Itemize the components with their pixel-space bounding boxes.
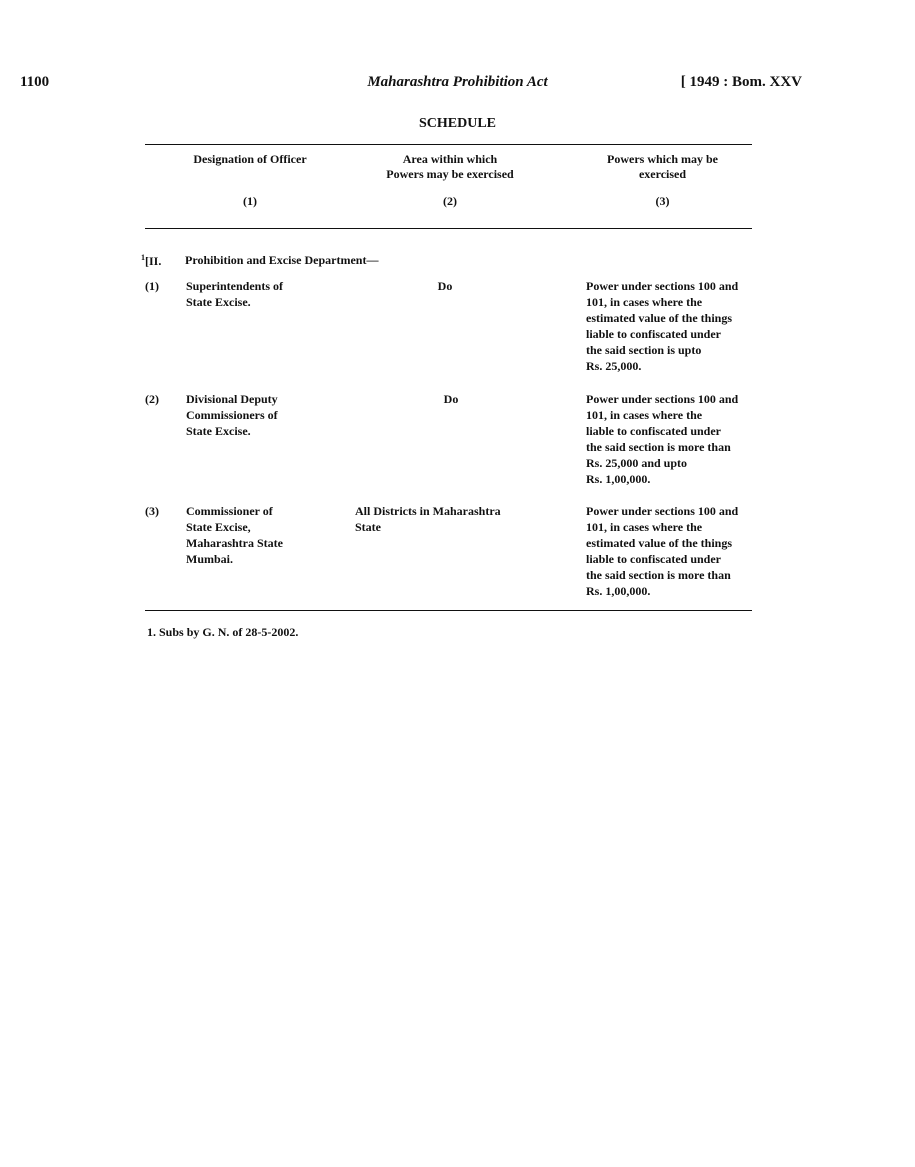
footnote-marker: 1 — [141, 253, 145, 262]
column-number-3: (3) — [655, 194, 670, 208]
row-number: (3) — [145, 504, 159, 518]
header-bottom-rule — [145, 228, 752, 229]
column-heading-area: Area within which Powers may be exercised — [386, 152, 514, 181]
row-number: (2) — [145, 392, 159, 406]
section-label: [II. — [145, 254, 162, 268]
column-number-1: (1) — [243, 194, 257, 208]
row-powers: Power under sections 100 and 101, in cases where the estimated value of the things liable to confiscated under the said section is upto Rs. 25,000. — [586, 279, 739, 373]
row-powers: Power under sections 100 and 101, in cases where the liable to confiscated under the said section is more than Rs. 25,000 and upto Rs. 1,00,000. — [586, 392, 739, 486]
row-designation: Superintendents of State Excise. — [186, 279, 284, 309]
page-number: 1100 — [20, 74, 50, 90]
column-number-2: (2) — [443, 194, 457, 208]
act-title: Maharashtra Prohibition Act — [367, 74, 548, 90]
table-bottom-rule — [145, 610, 752, 611]
row-designation: Commissioner of State Excise, Maharashtra State Mumbai. — [186, 504, 283, 566]
section-number — [141, 253, 161, 269]
row-number: (1) — [145, 279, 159, 293]
act-reference: [ 1949 : Bom. XXV — [680, 74, 802, 90]
table-top-rule — [145, 144, 752, 145]
column-heading-powers: Powers which may be exercised — [607, 152, 718, 181]
schedule-title: SCHEDULE — [418, 116, 497, 131]
section-title: Prohibition and Excise Department— — [185, 253, 379, 267]
footnote: 1. Subs by G. N. of 28-5-2002. — [147, 625, 299, 639]
row-area: Do — [437, 279, 453, 293]
row-area: All Districts in Maharashtra State — [355, 504, 501, 534]
row-powers: Power under sections 100 and 101, in cases where the estimated value of the things liable to confiscated under the said section is more than Rs. 1,00,000. — [586, 504, 739, 598]
column-heading-designation: Designation of Officer — [193, 152, 307, 166]
row-area: Do — [443, 392, 459, 406]
row-designation: Divisional Deputy Commissioners of State Excise. — [186, 392, 278, 438]
